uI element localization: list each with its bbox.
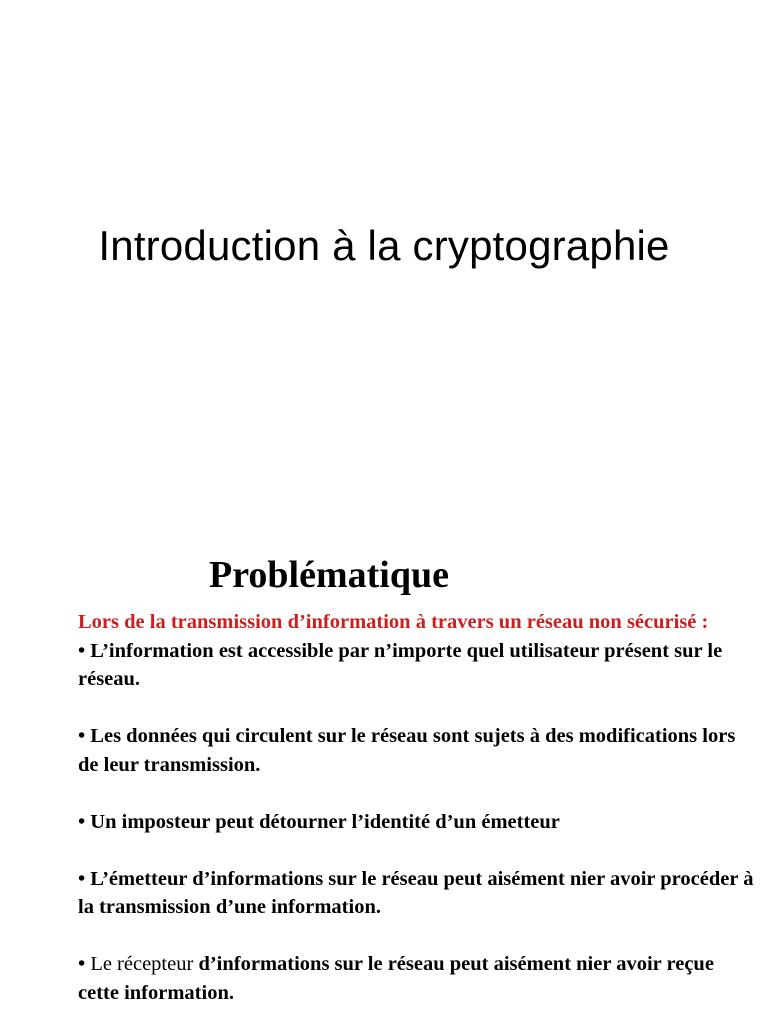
slide-content [78, 608, 758, 1036]
bullet-item: • Un imposteur peut détourner l’identité d’un émetteur [78, 810, 560, 833]
bullet-prefix: • [78, 953, 91, 975]
bullet-item: • L’information est accessible par n’importe quel utilisateur présent sur le réseau. [78, 639, 723, 690]
bullet-normal-text: Le récepteur [90, 953, 194, 975]
section-heading: Problématique [209, 554, 449, 596]
bullet-item: • L’émetteur d’informations sur le réseau peut aisément nier avoir procéder à la transmission d’une information. [78, 867, 754, 918]
intro-text: Lors de la transmission d’information à travers un réseau non sécurisé : [78, 611, 709, 633]
bullet-item [78, 950, 758, 1007]
bullet-bold-text: d’informations sur le réseau peut aisément nier avoir reçue cette information. [78, 953, 714, 1004]
bullet-item: • Les données qui circulent sur le réseau sont sujets à des modifications lors de leur transmission. [78, 725, 736, 776]
slide-title: Introduction à la cryptographie [98, 222, 670, 269]
